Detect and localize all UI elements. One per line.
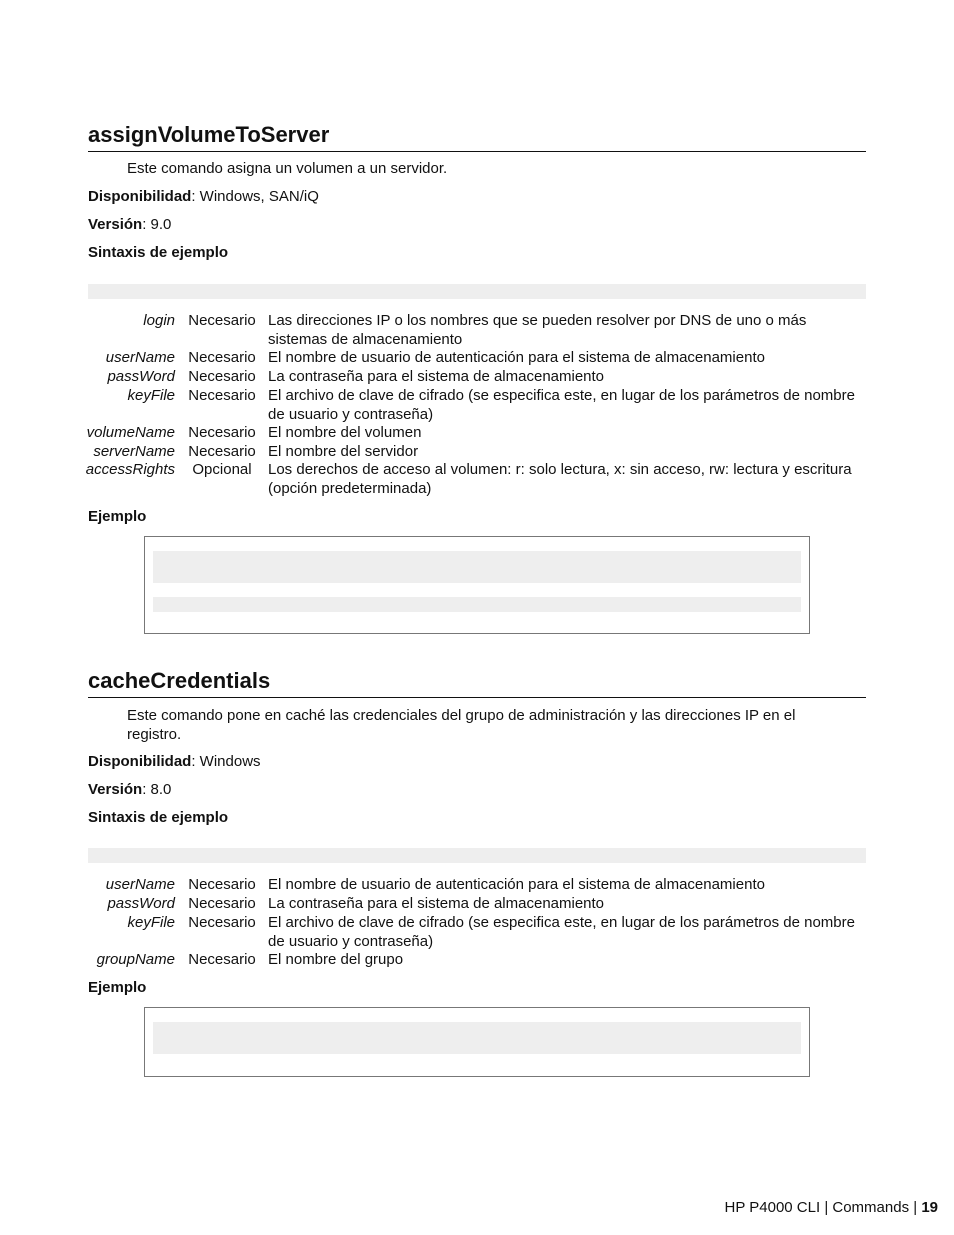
example-label: Ejemplo: [88, 508, 147, 525]
availability-line: [88, 187, 319, 206]
param-requirement: Necesario: [188, 387, 256, 404]
param-description: La contraseña para el sistema de almacenamiento: [268, 368, 605, 385]
param-description: El archivo de clave de cifrado (se especifica este, en lugar de los parámetros de nombre de usuario y contraseña): [268, 914, 855, 950]
syntax-code-bar: [88, 848, 866, 863]
syntax-code-bar: [88, 284, 866, 299]
example-code-line: [153, 551, 801, 583]
footer-text: HP P4000 CLI | Commands |: [724, 1199, 922, 1216]
version-line: [88, 215, 171, 234]
param-description: El archivo de clave de cifrado (se especifica este, en lugar de los parámetros de nombre de usuario y contraseña): [268, 387, 855, 423]
param-requirement: Necesario: [188, 424, 256, 441]
param-requirement: Necesario: [188, 368, 256, 385]
param-name: keyFile: [127, 914, 175, 931]
param-description: El nombre de usuario de autenticación para el sistema de almacenamiento: [268, 876, 765, 893]
param-name: serverName: [93, 443, 175, 460]
version-label: Versión: [88, 216, 143, 233]
availability-line: [88, 752, 261, 771]
param-requirement: Necesario: [188, 312, 256, 329]
availability-value: : Windows, SAN/iQ: [191, 188, 319, 205]
param-name: accessRights: [85, 461, 175, 478]
param-requirement: Necesario: [188, 951, 256, 968]
param-description: Los derechos de acceso al volumen: r: solo lectura, x: sin acceso, rw: lectura y escritura (opción predeterminada): [268, 461, 852, 497]
availability-label: Disponibilidad: [88, 188, 192, 205]
section-description: Este comando asigna un volumen a un servidor.: [127, 160, 448, 177]
availability-value: : Windows: [191, 753, 261, 770]
availability-label: Disponibilidad: [88, 753, 192, 770]
version-value: : 8.0: [142, 781, 172, 798]
section-title-cache-credentials: cacheCredentials: [88, 668, 866, 698]
section-description: Este comando pone en caché las credenciales del grupo de administración y las direcciones IP en el registro.: [127, 707, 796, 743]
example-code-box: [144, 1007, 810, 1077]
param-description: El nombre del servidor: [268, 443, 419, 460]
example-label: Ejemplo: [88, 979, 147, 996]
param-description: El nombre de usuario de autenticación para el sistema de almacenamiento: [268, 349, 765, 366]
param-name: keyFile: [127, 387, 175, 404]
section-title-assign-volume-to-server: assignVolumeToServer: [88, 122, 866, 152]
param-name: passWord: [107, 895, 175, 912]
param-name: passWord: [107, 368, 175, 385]
syntax-label: Sintaxis de ejemplo: [88, 809, 229, 826]
param-requirement: Opcional: [192, 461, 252, 478]
param-name: userName: [105, 876, 175, 893]
version-label: Versión: [88, 781, 143, 798]
param-requirement: Necesario: [188, 349, 256, 366]
param-requirement: Necesario: [188, 895, 256, 912]
page-number: 19: [921, 1199, 938, 1216]
example-code-line: [153, 1022, 801, 1054]
version-value: : 9.0: [142, 216, 172, 233]
param-name: volumeName: [86, 424, 175, 441]
param-name: groupName: [96, 951, 175, 968]
param-requirement: Necesario: [188, 914, 256, 931]
param-description: La contraseña para el sistema de almacenamiento: [268, 895, 605, 912]
version-line: [88, 780, 171, 799]
param-name: userName: [105, 349, 175, 366]
param-description: El nombre del grupo: [268, 951, 404, 968]
example-code-box: [144, 536, 810, 634]
param-description: El nombre del volumen: [268, 424, 422, 441]
param-requirement: Necesario: [188, 443, 256, 460]
syntax-label: Sintaxis de ejemplo: [88, 244, 229, 261]
param-requirement: Necesario: [188, 876, 256, 893]
page-footer: [725, 1198, 938, 1217]
param-description: Las direcciones IP o los nombres que se pueden resolver por DNS de uno o más sistemas de almacenamiento: [268, 312, 807, 348]
example-code-line: [153, 597, 801, 612]
param-name: login: [143, 312, 175, 329]
